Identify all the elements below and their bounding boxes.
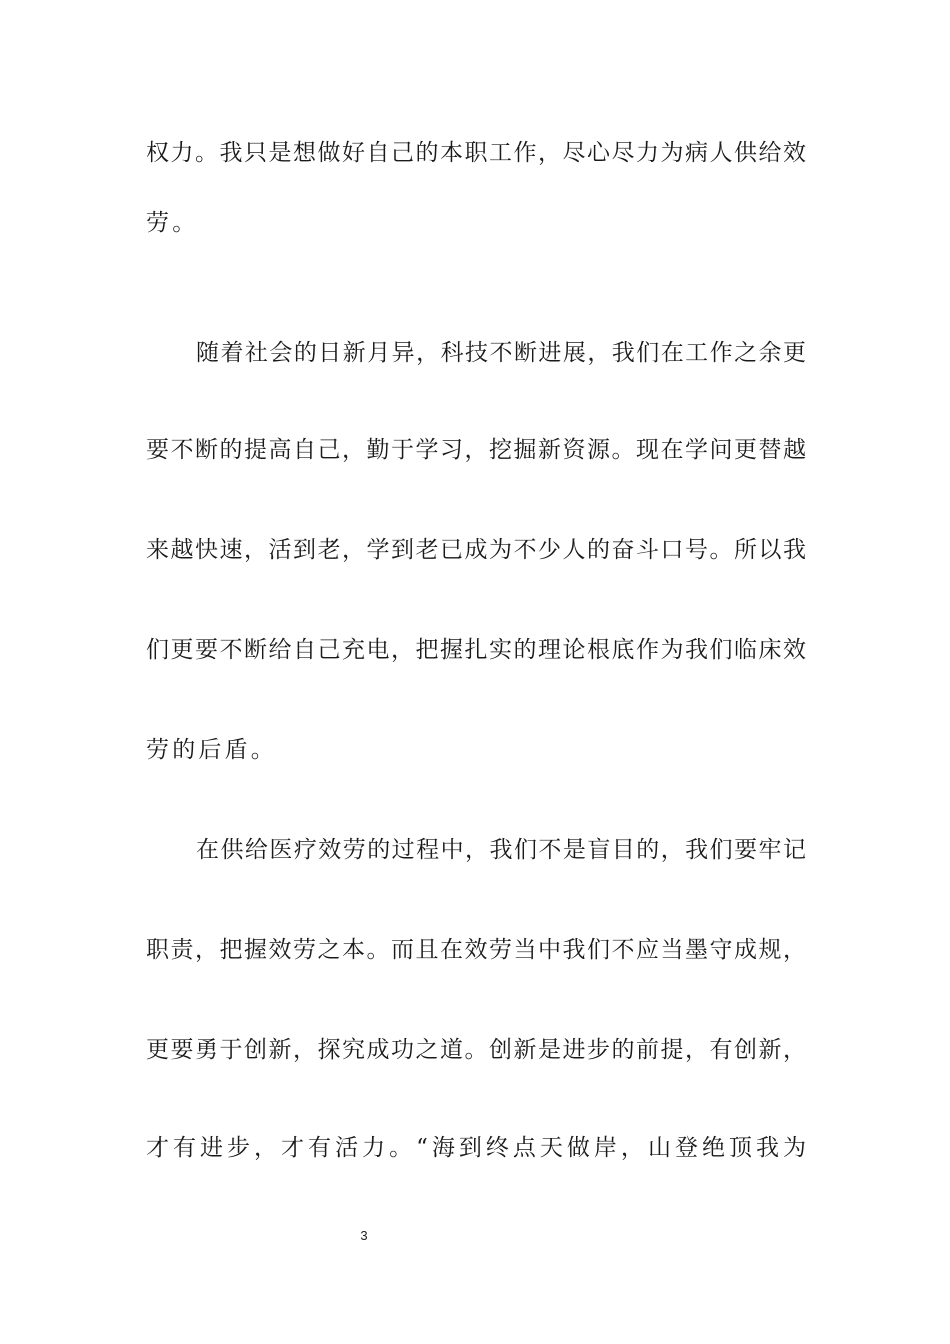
text-line: 劳的后盾。 [146, 737, 277, 763]
text-line: 在供给医疗效劳的过程中，我们不是盲目的，我们要牢记 [196, 837, 806, 863]
text-line: 更要勇于创新，探究成功之道。创新是进步的前提，有创新， [146, 1037, 806, 1063]
text-line: 劳。 [146, 210, 199, 236]
text-line: 随着社会的日新月异，科技不断进展，我们在工作之余更 [196, 340, 806, 366]
text-line: 们更要不断给自己充电，把握扎实的理论根底作为我们临床效 [146, 637, 806, 663]
page-number: 3 [360, 1228, 368, 1243]
text-line: 要不断的提高自己，勤于学习，挖掘新资源。现在学问更替越 [146, 437, 806, 463]
text-line: 职责，把握效劳之本。而且在效劳当中我们不应当墨守成规， [146, 937, 806, 963]
text-line: 权力。我只是想做好自己的本职工作，尽心尽力为病人供给效 [146, 140, 806, 166]
text-line: 才有进步，才有活力。“海到终点天做岸，山登绝顶我为 [146, 1135, 806, 1161]
text-line: 来越快速，活到老，学到老已成为不少人的奋斗口号。所以我 [146, 537, 806, 563]
